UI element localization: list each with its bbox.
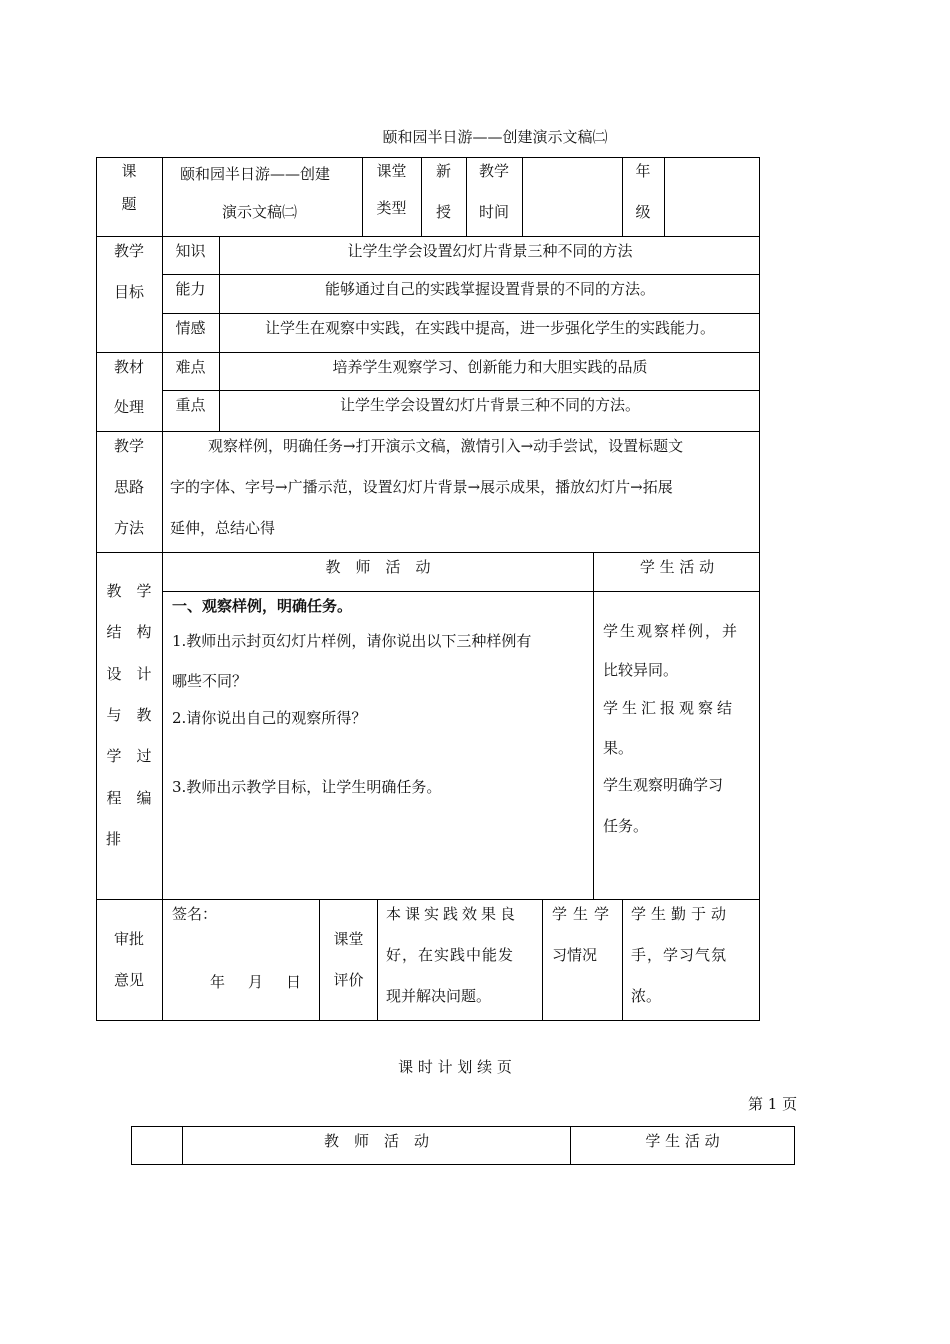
structure-label: 结 构 xyxy=(106,623,152,641)
continuation-student-header: 学 生 活 动 xyxy=(645,1132,720,1150)
structure-label: 学 过 xyxy=(106,747,152,765)
goal-knowledge-label: 知识 xyxy=(175,242,206,260)
approach-text-line: 延伸，总结心得 xyxy=(170,519,276,537)
grade-label: 级 xyxy=(635,203,651,221)
materials-label: 教材 xyxy=(113,358,144,376)
difficulty-label: 难点 xyxy=(175,358,206,376)
student-activity-line: 比较异同。 xyxy=(603,661,679,679)
class-evaluation-line: 现并解决问题。 xyxy=(386,987,492,1005)
grade-label: 年 xyxy=(635,162,651,180)
goals-label: 教学 xyxy=(113,242,144,260)
student-activity-line: 果。 xyxy=(603,739,634,757)
continuation-teacher-header: 教 师 活 动 xyxy=(323,1132,429,1150)
student-activity-line: 学生观察样例，并 xyxy=(603,622,740,640)
class-evaluation-label: 课堂 xyxy=(333,930,364,948)
teacher-activity-line: 哪些不同？ xyxy=(172,672,248,690)
key-point-label: 重点 xyxy=(175,396,206,414)
class-evaluation-label: 评价 xyxy=(333,971,364,989)
goals-label: 目标 xyxy=(113,283,144,301)
goal-emotion-label: 情感 xyxy=(175,319,206,337)
class-evaluation-line: 本课实践效果良 xyxy=(386,905,520,923)
student-situation-label: 习情况 xyxy=(552,946,598,964)
key-point-text: 让学生学会设置幻灯片背景三种不同的方法。 xyxy=(339,396,640,414)
approach-label: 思路 xyxy=(113,478,144,496)
class-type-value: 新 xyxy=(435,162,451,180)
structure-label: 排 xyxy=(106,830,122,848)
student-situation-line: 手，学习气氛 xyxy=(631,946,728,964)
student-activity-header: 学 生 活 动 xyxy=(639,558,715,576)
topic-value: 颐和园半日游——创建 xyxy=(180,165,331,183)
approach-text-line: 观察样例，明确任务→打开演示文稿，激情引入→动手尝试，设置标题文 xyxy=(208,437,684,455)
topic-value: 演示文稿㈡ xyxy=(222,203,298,221)
signature-label: 签名： xyxy=(172,905,218,923)
class-type-label: 课堂 xyxy=(376,162,407,180)
section-title: 一、观察样例，明确任务。 xyxy=(172,597,353,615)
student-activity-line: 任务。 xyxy=(603,817,649,835)
teacher-activity-line: 1.教师出示封页幻灯片样例，请你说出以下三种样例有 xyxy=(172,632,532,650)
structure-label: 教 学 xyxy=(106,582,152,600)
document-title: 颐和园半日游——创建演示文稿㈡ xyxy=(382,128,608,146)
student-situation-line: 学生勤于动 xyxy=(631,905,732,923)
class-evaluation-line: 好，在实践中能发 xyxy=(386,946,515,964)
topic-label: 课 xyxy=(121,162,137,180)
class-type-value: 授 xyxy=(435,203,451,221)
class-type-label: 类型 xyxy=(376,199,407,217)
difficulty-text: 培养学生观察学习、创新能力和大胆实践的品质 xyxy=(332,358,648,376)
goal-knowledge-text: 让学生学会设置幻灯片背景三种不同的方法 xyxy=(347,242,633,260)
structure-label: 设 计 xyxy=(106,665,152,683)
structure-label: 与 教 xyxy=(106,706,152,724)
teacher-activity-header: 教 师 活 动 xyxy=(325,558,431,576)
approach-text-line: 字的字体、字号→广播示范，设置幻灯片背景→展示成果，播放幻灯片→拓展 xyxy=(170,478,673,496)
page-number: 第 1 页 xyxy=(748,1095,798,1113)
goal-ability-text: 能够通过自己的实践掌握设置背景的不同的方法。 xyxy=(324,280,655,298)
student-activity-line: 学生汇报观察结 xyxy=(603,699,737,717)
approach-label: 方法 xyxy=(113,519,144,537)
structure-label: 程 编 xyxy=(106,789,152,807)
date-label: 年 月 日 xyxy=(210,973,306,991)
topic-label: 题 xyxy=(121,195,137,213)
teaching-time-label: 教学 xyxy=(478,162,509,180)
goal-emotion-text: 让学生在观察中实践，在实践中提高，进一步强化学生的实践能力。 xyxy=(264,319,715,337)
student-situation-label: 学生学 xyxy=(552,905,616,923)
student-situation-line: 浓。 xyxy=(631,987,662,1005)
teaching-time-label: 时间 xyxy=(478,203,509,221)
review-label: 意见 xyxy=(113,971,144,989)
teacher-activity-line: 2.请你说出自己的观察所得？ xyxy=(172,709,367,727)
review-label: 审批 xyxy=(113,930,144,948)
approach-label: 教学 xyxy=(113,437,144,455)
continuation-title: 课 时 计 划 续 页 xyxy=(398,1058,512,1076)
goal-ability-label: 能力 xyxy=(175,280,206,298)
materials-label: 处理 xyxy=(113,398,144,416)
teacher-activity-line: 3.教师出示教学目标，让学生明确任务。 xyxy=(172,778,442,796)
student-activity-line: 学生观察明确学习 xyxy=(603,776,724,794)
